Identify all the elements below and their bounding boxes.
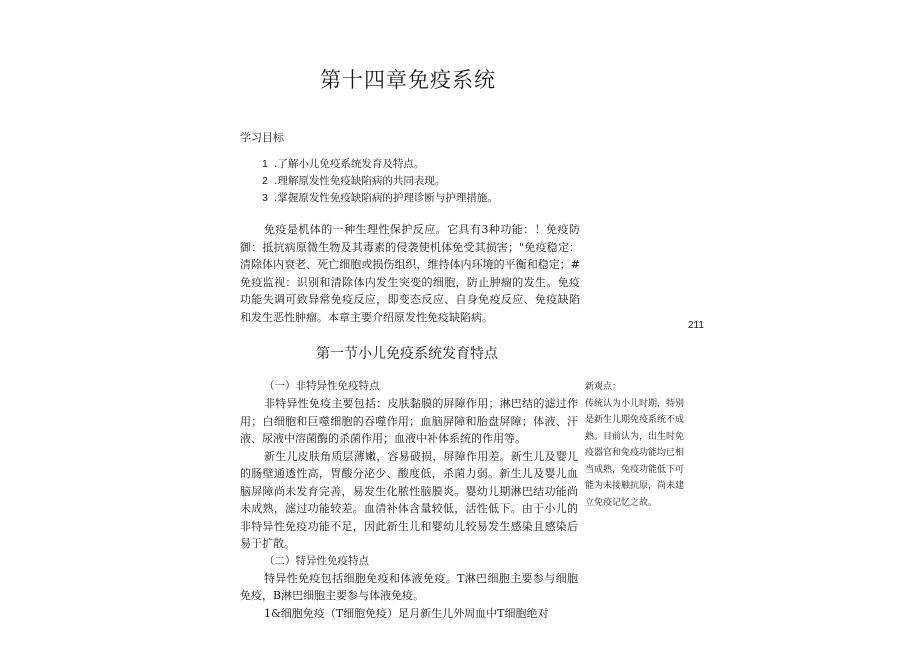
specific-immunity-heading: （二）特异性免疫特点 — [264, 554, 369, 567]
objective-text: .了解小儿免疫系统发育及特点。 — [274, 158, 425, 170]
objective-item — [262, 190, 498, 207]
objective-item — [262, 173, 498, 190]
objective-number: 1 — [262, 158, 268, 170]
nonspecific-paragraph-2: 新生儿皮肤角质层薄嫩，容易破损，屏障作用差。新生儿及婴儿的肠壁通透性高，胃酸分泌少、酸度低，杀菌力弱。新生儿及婴儿血脑屏障尚未发育完善，易发生化脓性脑膜炎。婴幼儿期淋巴结功能尚未成熟，滤过功能较差。血清补体含量较低，活性低下。由于小儿的非特异性免疫功能不足，因此新生儿和婴幼儿较易发生感染且感染后易于扩散。 — [240, 449, 578, 550]
objectives-heading: 学习目标 — [240, 131, 284, 144]
objective-item — [262, 156, 498, 173]
nonspecific-paragraph-1: 非特异性免疫主要包括：皮肤黏膜的屏障作用；淋巴结的滤过作用；白细胞和巨噬细胞的吞噬作用；血脑屏障和胎盘屏障；体液、汗液、尿液中溶菌酶的杀菌作用；血液中补体系统的作用等。 — [240, 397, 578, 445]
section-body — [240, 378, 578, 622]
objective-text: .理解原发性免疫缺陷病的共同表现。 — [274, 175, 446, 187]
side-note-heading: 新观点： — [585, 382, 622, 392]
objective-text: .掌握原发性免疫缺陷病的护理诊断与护理措施。 — [274, 192, 498, 204]
page-number: 211 — [688, 320, 704, 331]
side-note-text: 传统认为小儿时期，特别是新生儿期免疫系统不成熟。目前认为，出生时免疫器官和免疫功能均已相当成熟，免疫功能低下可能为未接触抗原，尚未建立免疫记忆之故。 — [585, 398, 685, 508]
cellular-immunity-paragraph: 1&细胞免疫（T细胞免疫）足月新生儿外周血中T细胞绝对 — [264, 606, 549, 620]
objective-number: 2 — [262, 175, 268, 187]
specific-paragraph-1: 特异性免疫包括细胞免疫和体液免疫。T淋巴细胞主要参与细胞免疫，B淋巴细胞主要参与体液免疫。 — [240, 571, 578, 602]
nonspecific-immunity-heading: （一）非特异性免疫特点 — [264, 380, 380, 392]
chapter-title: 第十四章免疫系统 — [320, 68, 496, 92]
objectives-list — [262, 156, 498, 207]
side-note — [585, 379, 685, 511]
intro-paragraph: 免疫是机体的一种生理性保护反应。它具有3种功能：！免疫防御：抵抗病原微生物及其毒素的侵袭使机体免受其损害；"免疫稳定：清除体内衰老、死亡细胞或损伤组织，维持体内环境的平衡和稳定；#免疫监视：识别和清除体内发生突变的细胞，防止肿瘤的发生。免疫功能失调可致异常免疫反应，即变态反应、自身免疫反应、免疫缺陷和发生恶性肿瘤。本章主要介绍原发性免疫缺陷病。 — [240, 223, 580, 324]
objective-number: 3 — [262, 192, 268, 204]
intro-section — [240, 221, 580, 326]
section-title: 第一节小儿免疫系统发育特点 — [316, 346, 498, 362]
